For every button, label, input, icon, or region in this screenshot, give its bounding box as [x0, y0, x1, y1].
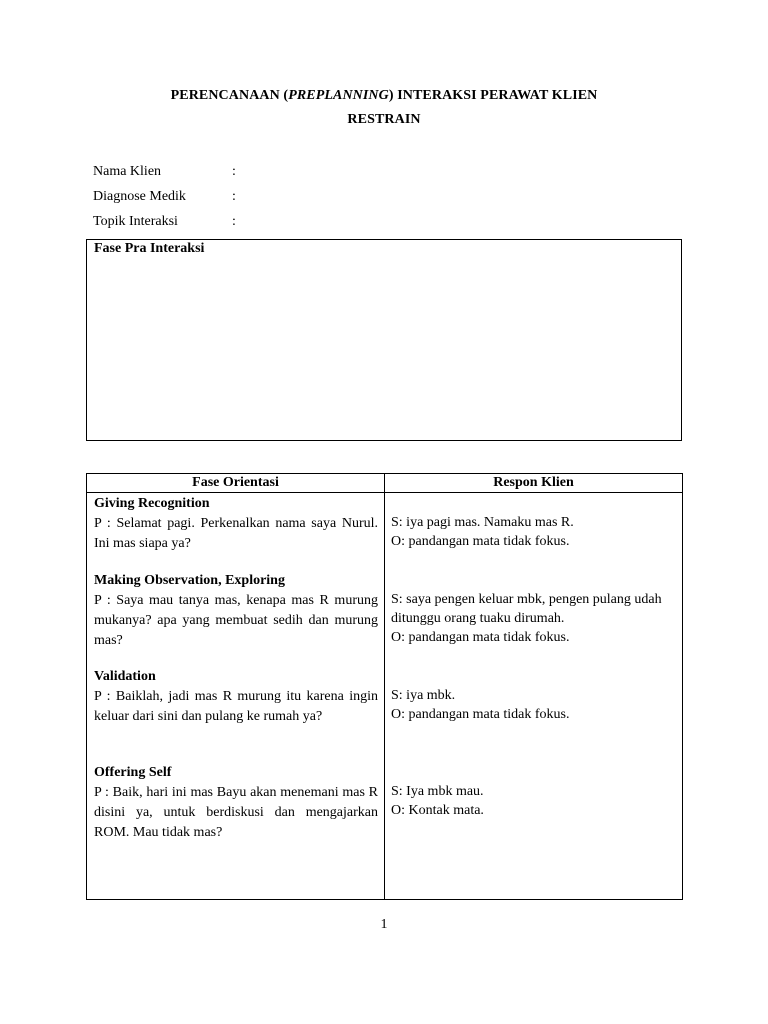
respon-offering-self — [391, 763, 676, 820]
page-number: 1 — [380, 917, 388, 932]
fase-pra-interaksi-box — [86, 239, 682, 441]
respon-column — [385, 493, 683, 900]
title-suffix: ) INTERAKSI PERAWAT KLIEN — [388, 88, 598, 103]
field-colon: : — [232, 214, 236, 229]
section-title: Giving Recognition — [94, 496, 210, 511]
header-fase-orientasi: Fase Orientasi — [87, 474, 385, 493]
section-making-observation — [94, 571, 378, 667]
respon-making-observation — [391, 571, 676, 667]
header-respon-klien: Respon Klien — [385, 474, 683, 493]
perawat-statement: P : Selamat pagi. Perkenalkan nama saya Nurul. Ini mas siapa ya? — [94, 516, 378, 551]
respon-line: O: pandangan mata tidak fokus. — [391, 707, 570, 722]
section-offering-self — [94, 763, 378, 843]
title-italic-word: PREPLANNING — [288, 88, 389, 103]
section-title: Validation — [94, 669, 156, 684]
title-prefix: PERENCANAAN ( — [170, 88, 289, 103]
respon-giving-recognition — [391, 494, 676, 571]
section-title: Making Observation, Exploring — [94, 573, 285, 588]
fase-orientasi-table — [86, 473, 683, 900]
table-header-row — [87, 474, 683, 493]
respon-line: S: iya mbk. — [391, 688, 456, 703]
field-colon: : — [232, 164, 236, 179]
respon-line: S: iya pagi mas. Namaku mas R. — [391, 515, 574, 530]
document-title-line-1 — [0, 88, 768, 104]
respon-validation — [391, 667, 676, 763]
respon-line: O: pandangan mata tidak fokus. — [391, 630, 570, 645]
perawat-column — [87, 493, 385, 900]
section-validation — [94, 667, 378, 763]
respon-line: S: saya pengen keluar mbk, pengen pulang udah ditunggu orang tuaku dirumah. — [391, 592, 662, 626]
respon-line: O: pandangan mata tidak fokus. — [391, 534, 570, 549]
field-colon: : — [232, 189, 236, 204]
respon-line: O: Kontak mata. — [391, 803, 484, 818]
fase-pra-interaksi-title: Fase Pra Interaksi — [94, 241, 205, 256]
field-label: Diagnose Medik — [93, 189, 186, 204]
document-title-line-2: RESTRAIN — [347, 112, 421, 127]
section-giving-recognition — [94, 494, 378, 571]
respon-line: S: Iya mbk mau. — [391, 784, 484, 799]
perawat-statement: P : Saya mau tanya mas, kenapa mas R murung mukanya? apa yang membuat sedih dan murung mas? — [94, 593, 378, 648]
field-label: Topik Interaksi — [93, 214, 178, 229]
table-body-row — [87, 493, 683, 900]
perawat-statement: P : Baik, hari ini mas Bayu akan menemani mas R disini ya, untuk berdiskusi dan mengajarkan ROM. Mau tidak mas? — [94, 785, 378, 840]
section-title: Offering Self — [94, 765, 172, 780]
perawat-statement: P : Baiklah, jadi mas R murung itu karena ingin keluar dari sini dan pulang ke rumah ya? — [94, 689, 378, 724]
field-label: Nama Klien — [93, 164, 162, 179]
